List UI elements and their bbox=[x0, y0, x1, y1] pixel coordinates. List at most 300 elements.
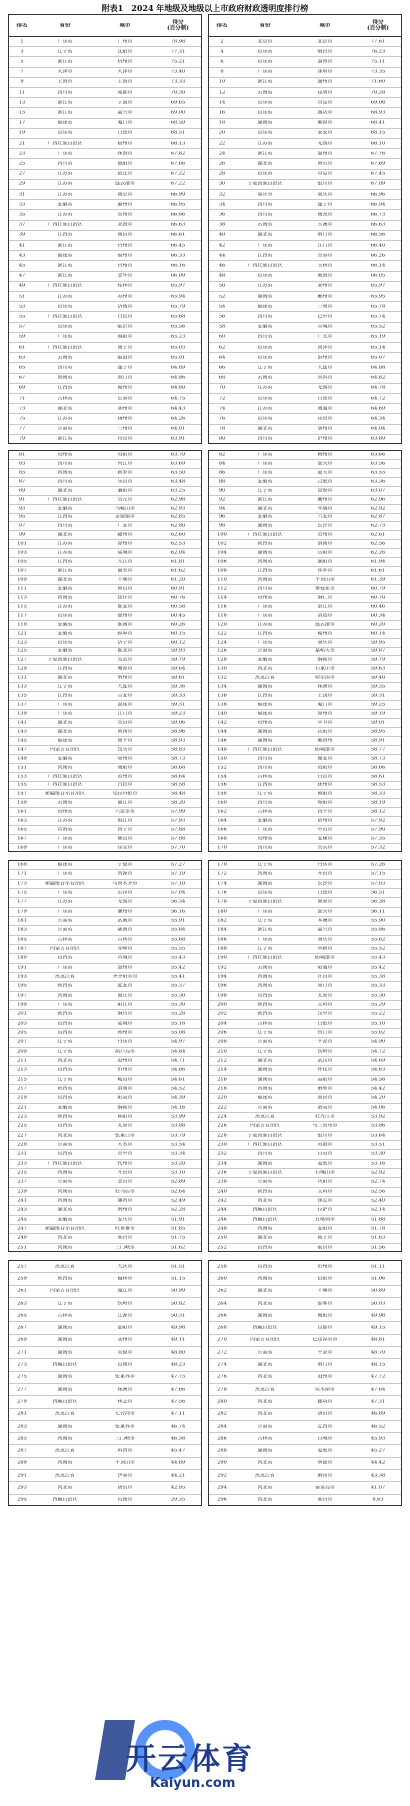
score-cell: 56.34 bbox=[170, 899, 186, 905]
table-half-left bbox=[8, 450, 202, 852]
table-row bbox=[209, 790, 401, 799]
score-cell: 56.11 bbox=[370, 909, 386, 915]
table-row bbox=[209, 210, 401, 220]
table-row bbox=[9, 1323, 201, 1335]
province-cell: 浙江省 bbox=[57, 100, 73, 106]
score-cell: 62.56 bbox=[370, 541, 386, 547]
province-cell: 江苏省 bbox=[57, 416, 73, 422]
rank-cell: 7 bbox=[20, 69, 24, 75]
city-cell: 淄博市 bbox=[317, 59, 333, 65]
province-cell: 辽宁省 bbox=[57, 1077, 73, 1083]
province-cell: 北京市 bbox=[257, 39, 273, 45]
province-cell: 山东省 bbox=[57, 613, 73, 619]
rank-cell: 186 bbox=[217, 937, 227, 943]
city-cell: 渭南市 bbox=[317, 541, 333, 547]
city-cell: 天津市 bbox=[117, 69, 133, 75]
province-cell: 江西省 bbox=[257, 782, 273, 788]
score-cell: 60.34 bbox=[370, 613, 386, 619]
province-cell: 甘肃省 bbox=[257, 648, 273, 654]
province-cell: 四川省 bbox=[257, 800, 273, 806]
score-cell: 54.39 bbox=[170, 1095, 186, 1101]
table-row bbox=[209, 221, 401, 231]
rank-cell: 37 bbox=[18, 222, 26, 228]
province-cell: 广东省 bbox=[257, 604, 273, 610]
table-row bbox=[9, 908, 201, 917]
province-cell: 河南省 bbox=[57, 1170, 73, 1176]
score-cell: 54.71 bbox=[170, 1058, 186, 1064]
score-cell: 67.69 bbox=[370, 161, 386, 167]
city-cell: 昭通市 bbox=[317, 965, 333, 971]
score-cell: 55.42 bbox=[170, 965, 186, 971]
province-cell: 陕西省 bbox=[57, 1114, 73, 1120]
table-row bbox=[9, 333, 201, 343]
table-row bbox=[9, 1216, 201, 1225]
table-row bbox=[209, 861, 401, 870]
rank-cell: 203 bbox=[17, 1021, 27, 1027]
city-cell: 潍坊市 bbox=[317, 110, 333, 116]
rank-cell: 69 bbox=[18, 385, 26, 391]
province-cell: 福建省 bbox=[257, 702, 273, 708]
province-cell: 浙江省 bbox=[57, 110, 73, 116]
rank-cell: 226 bbox=[217, 1123, 227, 1129]
city-cell: 怀化市 bbox=[317, 1067, 333, 1073]
province-cell: 云南省 bbox=[57, 800, 73, 806]
city-cell: 昆明市 bbox=[317, 90, 333, 96]
rank-cell: 95 bbox=[18, 514, 26, 520]
score-cell: 67.82 bbox=[170, 151, 186, 157]
city-cell: 乐山市 bbox=[117, 479, 133, 485]
rank-cell: 182 bbox=[217, 918, 227, 924]
rank-cell: 106 bbox=[217, 559, 227, 565]
table-row bbox=[209, 621, 401, 630]
province-cell: 湖北省 bbox=[257, 506, 273, 512]
city-cell: 日照市 bbox=[317, 890, 333, 896]
province-cell: 江西省 bbox=[57, 693, 73, 699]
table-row bbox=[209, 200, 401, 210]
city-cell: 汕头市 bbox=[317, 909, 333, 915]
city-cell: 韶关市 bbox=[317, 470, 333, 476]
city-cell: 铁岭市 bbox=[117, 1301, 133, 1307]
rank-cell: 119 bbox=[17, 622, 27, 628]
table-row bbox=[209, 1347, 401, 1359]
province-cell: 江西省 bbox=[257, 693, 273, 699]
city-cell: 合肥市 bbox=[317, 479, 333, 485]
province-cell: 山东省 bbox=[257, 345, 273, 351]
table-row bbox=[9, 1020, 201, 1029]
city-cell: 潮州市 bbox=[117, 909, 133, 915]
province-cell: 广东省 bbox=[257, 827, 273, 833]
score-cell: 71.60 bbox=[370, 79, 386, 85]
rank-cell: 252 bbox=[217, 1245, 227, 1251]
rank-cell: 244 bbox=[217, 1207, 227, 1213]
rank-cell: 67 bbox=[18, 375, 26, 381]
rank-cell: 199 bbox=[17, 1002, 27, 1008]
table-row bbox=[209, 47, 401, 57]
province-cell: 四川省 bbox=[257, 586, 273, 592]
rank-cell: 283 bbox=[17, 1424, 27, 1430]
rank-cell: 195 bbox=[17, 983, 27, 989]
city-cell: 广元市 bbox=[317, 334, 333, 340]
city-cell: 佳木斯市 bbox=[314, 1387, 335, 1393]
city-cell: 吉林市 bbox=[117, 937, 133, 943]
city-cell: 石嘴山市 bbox=[314, 1170, 335, 1176]
province-cell: 广西壮族自治区 bbox=[47, 314, 83, 320]
city-cell: 衢州市 bbox=[317, 497, 333, 503]
province-cell: 湖北省 bbox=[257, 232, 273, 238]
rank-cell: 162 bbox=[217, 809, 227, 815]
score-cell: 58.77 bbox=[370, 747, 386, 753]
table-row bbox=[9, 898, 201, 907]
table-row bbox=[9, 1206, 201, 1215]
table-row bbox=[209, 808, 401, 817]
city-cell: 安庆市 bbox=[117, 1217, 133, 1223]
city-cell: 陇南市 bbox=[117, 927, 133, 933]
city-cell: 邵阳市 bbox=[117, 1325, 133, 1331]
rank-cell: 121 bbox=[17, 631, 27, 637]
table-row bbox=[209, 585, 401, 594]
province-cell: 广西壮族自治区 bbox=[47, 345, 83, 351]
rank-cell: 144 bbox=[217, 729, 227, 735]
rank-cell: 139 bbox=[17, 711, 27, 717]
rank-cell: 216 bbox=[217, 1077, 227, 1083]
rank-cell: 112 bbox=[217, 586, 227, 592]
province-cell: 陕西省 bbox=[57, 1011, 73, 1017]
score-cell: 67.09 bbox=[370, 181, 386, 187]
rank-cell: 156 bbox=[217, 782, 227, 788]
province-cell: 陕西省 bbox=[57, 1276, 73, 1282]
score-cell: 53.79 bbox=[170, 1133, 186, 1139]
rank-cell: 70 bbox=[218, 385, 226, 391]
city-cell: 贺州市 bbox=[117, 774, 133, 780]
table-row bbox=[209, 1273, 401, 1285]
rank-cell: 180 bbox=[217, 909, 227, 915]
province-cell: 江苏省 bbox=[57, 181, 73, 187]
score-cell: 53.86 bbox=[370, 1123, 386, 1129]
table-row bbox=[9, 799, 201, 808]
province-cell: 宁夏回族自治区 bbox=[47, 657, 83, 663]
table-row bbox=[9, 1495, 201, 1506]
score-cell: 67.45 bbox=[370, 171, 386, 177]
city-cell: 贵港市 bbox=[317, 1142, 333, 1148]
table-row bbox=[9, 221, 201, 231]
province-cell: 云南省 bbox=[257, 375, 273, 381]
score-cell: 65.23 bbox=[170, 334, 186, 340]
city-cell: 酒泉市 bbox=[317, 1105, 333, 1111]
province-cell: 云南省 bbox=[257, 965, 273, 971]
rank-cell: 23 bbox=[18, 151, 26, 157]
table-row bbox=[209, 639, 401, 648]
rank-cell: 116 bbox=[217, 604, 227, 610]
rank-cell: 178 bbox=[217, 899, 227, 905]
rank-cell: 84 bbox=[218, 461, 226, 467]
score-cell: 63.79 bbox=[170, 452, 186, 458]
score-cell: 54.20 bbox=[370, 1095, 386, 1101]
province-cell: 四川省 bbox=[57, 161, 73, 167]
city-cell: 汕尾市 bbox=[117, 702, 133, 708]
province-cell: 湖南省 bbox=[257, 881, 273, 887]
rank-cell: 159 bbox=[17, 800, 27, 806]
province-cell: 江苏省 bbox=[57, 541, 73, 547]
rank-cell: 261 bbox=[17, 1288, 27, 1294]
province-cell: 宁夏回族自治区 bbox=[247, 1170, 283, 1176]
table-row bbox=[209, 68, 401, 78]
rank-cell: 151 bbox=[17, 765, 27, 771]
score-cell: 49.98 bbox=[370, 1313, 386, 1319]
table-row bbox=[209, 656, 401, 665]
table-row bbox=[209, 1048, 401, 1057]
rank-cell: 125 bbox=[17, 648, 27, 654]
province-cell: 广东省 bbox=[57, 334, 73, 340]
rank-cell: 190 bbox=[217, 955, 227, 961]
rank-cell: 237 bbox=[17, 1179, 27, 1185]
rank-cell: 290 bbox=[217, 1460, 227, 1466]
city-cell: 舟山市 bbox=[117, 436, 133, 442]
table-row bbox=[209, 505, 401, 514]
city-cell: 杭州市 bbox=[117, 59, 133, 65]
province-cell: 山东省 bbox=[257, 416, 273, 422]
province-cell: 陕西省 bbox=[257, 541, 273, 547]
score-cell: 55.37 bbox=[170, 983, 186, 989]
province-cell: 浙江省 bbox=[257, 79, 273, 85]
table-row bbox=[209, 1216, 401, 1225]
rank-cell: 91 bbox=[18, 497, 26, 503]
table-row bbox=[9, 312, 201, 322]
rank-cell: 238 bbox=[217, 1179, 227, 1185]
city-cell: 宜春市 bbox=[317, 253, 333, 259]
table-row bbox=[9, 844, 201, 852]
table-row bbox=[9, 982, 201, 991]
score-cell: 50.99 bbox=[170, 1288, 186, 1294]
rank-cell: 128 bbox=[217, 657, 227, 663]
rank-cell: 36 bbox=[218, 212, 226, 218]
province-cell: 山西省 bbox=[257, 1245, 273, 1251]
province-cell: 河北省 bbox=[257, 1411, 273, 1417]
province-cell: 安徽省 bbox=[57, 202, 73, 208]
province-cell: 河北省 bbox=[57, 1235, 73, 1241]
rank-cell: 263 bbox=[17, 1301, 27, 1307]
rank-cell: 98 bbox=[218, 523, 226, 529]
city-cell: 湘潭市 bbox=[317, 120, 333, 126]
province-cell: 西藏自治区 bbox=[52, 1497, 78, 1503]
score-cell: 62.60 bbox=[170, 532, 186, 538]
province-cell: 河北省 bbox=[57, 1058, 73, 1064]
rank-cell: 207 bbox=[17, 1039, 27, 1045]
rank-cell: 117 bbox=[17, 613, 27, 619]
city-cell: 晋城市 bbox=[117, 955, 133, 961]
table-row bbox=[9, 621, 201, 630]
rank-cell: 145 bbox=[17, 738, 27, 744]
table-row bbox=[209, 1234, 401, 1243]
province-cell: 江西省 bbox=[57, 666, 73, 672]
rank-cell: 177 bbox=[17, 899, 27, 905]
city-cell: 六盘水市 bbox=[114, 809, 135, 815]
city-cell: 太原市 bbox=[117, 1123, 133, 1129]
rank-cell: 201 bbox=[17, 1011, 27, 1017]
city-cell: 银川市 bbox=[317, 1133, 333, 1139]
rank-cell: 243 bbox=[17, 1207, 27, 1213]
table-row bbox=[9, 1433, 201, 1445]
table-row bbox=[209, 594, 401, 603]
score-cell: 55.84 bbox=[170, 927, 186, 933]
province-cell: 吉林省 bbox=[257, 809, 273, 815]
rank-cell: 160 bbox=[217, 800, 227, 806]
city-cell: 沧州市 bbox=[117, 1058, 133, 1064]
score-cell: 60.58 bbox=[170, 604, 186, 610]
province-cell: 河南省 bbox=[257, 1086, 273, 1092]
score-cell: 65.97 bbox=[370, 283, 386, 289]
city-cell: 株洲市 bbox=[117, 1387, 133, 1393]
table-row bbox=[209, 992, 401, 1001]
table-row bbox=[9, 272, 201, 282]
table-row bbox=[209, 496, 401, 505]
province-cell: 广东省 bbox=[57, 711, 73, 717]
table-row bbox=[9, 808, 201, 817]
score-cell: 59.31 bbox=[170, 702, 186, 708]
rank-cell: 64 bbox=[218, 355, 226, 361]
rank-cell: 38 bbox=[218, 222, 226, 228]
city-cell: 长春市 bbox=[117, 396, 133, 402]
score-cell: 59.01 bbox=[370, 720, 386, 726]
table-row bbox=[9, 496, 201, 505]
score-cell: 46.89 bbox=[370, 1411, 386, 1417]
province-cell: 河南省 bbox=[57, 1189, 73, 1195]
rank-cell: 280 bbox=[217, 1399, 227, 1405]
city-cell: 张家界市 bbox=[114, 1424, 135, 1430]
table-row bbox=[9, 674, 201, 683]
rank-cell: 198 bbox=[217, 993, 227, 999]
table-row bbox=[9, 1104, 201, 1113]
table-row bbox=[9, 1234, 201, 1243]
rank-cell: 51 bbox=[18, 294, 26, 300]
table-row bbox=[9, 826, 201, 835]
province-cell: 江苏省 bbox=[257, 141, 273, 147]
score-cell: 62.80 bbox=[170, 523, 186, 529]
city-cell: 拉萨市 bbox=[317, 1207, 333, 1213]
province-cell: 吉林省 bbox=[257, 1436, 273, 1442]
table-row bbox=[9, 1421, 201, 1433]
rank-cell: 206 bbox=[217, 1030, 227, 1036]
score-cell: 64.01 bbox=[170, 426, 186, 432]
table-row bbox=[9, 1458, 201, 1470]
rank-cell: 68 bbox=[218, 375, 226, 381]
score-cell: 55.86 bbox=[370, 927, 386, 933]
province-cell: 江西省 bbox=[57, 514, 73, 520]
city-cell: 江门市 bbox=[317, 243, 333, 249]
score-cell: 58.95 bbox=[370, 729, 386, 735]
score-cell: 57.90 bbox=[370, 827, 386, 833]
table-row bbox=[9, 1396, 201, 1408]
rank-cell: 197 bbox=[17, 993, 27, 999]
table-row bbox=[209, 1197, 401, 1206]
province-cell: 黑龙江省 bbox=[54, 1473, 75, 1479]
score-cell: 55.29 bbox=[370, 1002, 386, 1008]
province-cell: 浙江省 bbox=[57, 263, 73, 269]
province-cell: 湖南省 bbox=[57, 1325, 73, 1331]
score-cell: 59.63 bbox=[370, 666, 386, 672]
header-city: 城市 bbox=[319, 22, 331, 28]
table-row bbox=[9, 728, 201, 737]
rank-cell: 9 bbox=[20, 79, 24, 85]
table-row bbox=[9, 926, 201, 935]
table-row bbox=[209, 799, 401, 808]
score-cell: 58.73 bbox=[370, 756, 386, 762]
city-cell: 六安市 bbox=[317, 514, 333, 520]
rank-cell: 79 bbox=[18, 436, 26, 442]
table-row bbox=[209, 558, 401, 567]
table-row bbox=[9, 630, 201, 639]
province-cell: 宁夏回族自治区 bbox=[247, 899, 283, 905]
table-row bbox=[9, 1384, 201, 1396]
score-cell: 51.06 bbox=[370, 1276, 386, 1282]
rank-cell: 60 bbox=[218, 334, 226, 340]
rank-cell: 71 bbox=[18, 396, 26, 402]
province-cell: 四川省 bbox=[257, 765, 273, 771]
city-cell: 贵阳市 bbox=[117, 452, 133, 458]
city-cell: 岳阳市 bbox=[317, 550, 333, 556]
table-half-left bbox=[8, 14, 202, 444]
province-cell: 辽宁省 bbox=[57, 1039, 73, 1045]
score-cell: 54.97 bbox=[170, 1039, 186, 1045]
table-row bbox=[9, 200, 201, 210]
table-row bbox=[209, 764, 401, 773]
city-cell: 鹤壁市 bbox=[317, 1086, 333, 1092]
score-cell: 55.28 bbox=[170, 1011, 186, 1017]
score-cell: 52.56 bbox=[370, 1189, 386, 1195]
header-score-label: 得分 bbox=[172, 18, 184, 25]
province-cell: 湖南省 bbox=[57, 1387, 73, 1393]
city-cell: 绵阳市 bbox=[317, 800, 333, 806]
table-row bbox=[9, 549, 201, 558]
score-cell: 66.09 bbox=[170, 273, 186, 279]
city-cell: 常州市 bbox=[117, 212, 133, 218]
rank-cell: 292 bbox=[217, 1473, 227, 1479]
province-cell: 陕西省 bbox=[257, 1002, 273, 1008]
province-cell: 河南省 bbox=[57, 1436, 73, 1442]
score-cell: 53.10 bbox=[170, 1170, 186, 1176]
rank-cell: 110 bbox=[217, 577, 227, 583]
rank-cell: 42 bbox=[218, 243, 226, 249]
city-cell: 海口市 bbox=[117, 375, 133, 381]
table-row bbox=[9, 1150, 201, 1159]
rank-cell: 32 bbox=[218, 192, 226, 198]
province-cell: 辽宁省 bbox=[257, 488, 273, 494]
score-cell: 73.33 bbox=[170, 79, 186, 85]
rank-cell: 172 bbox=[217, 871, 227, 877]
table-row bbox=[209, 964, 401, 973]
table-row bbox=[9, 261, 201, 271]
city-cell: 淮安市 bbox=[117, 604, 133, 610]
score-cell: 56.16 bbox=[170, 909, 186, 915]
city-cell: 乌鲁木齐市 bbox=[112, 881, 138, 887]
province-cell: 广东省 bbox=[57, 871, 73, 877]
score-cell: 60.76 bbox=[170, 595, 186, 601]
score-cell: 9.63 bbox=[372, 1497, 384, 1503]
table-row bbox=[209, 880, 401, 889]
rank-cell: 294 bbox=[217, 1485, 227, 1491]
table-row bbox=[209, 648, 401, 657]
score-cell: 65.95 bbox=[370, 294, 386, 300]
score-cell: 52.92 bbox=[370, 1170, 386, 1176]
score-cell: 54.84 bbox=[170, 1049, 186, 1055]
city-cell: 德州市 bbox=[117, 613, 133, 619]
table-row bbox=[9, 861, 201, 870]
rank-cell: 123 bbox=[17, 640, 27, 646]
score-cell: 62.85 bbox=[170, 514, 186, 520]
rank-cell: 239 bbox=[17, 1189, 27, 1195]
score-cell: 66.26 bbox=[370, 253, 386, 259]
rank-cell: 155 bbox=[17, 782, 27, 788]
table-row bbox=[9, 404, 201, 414]
